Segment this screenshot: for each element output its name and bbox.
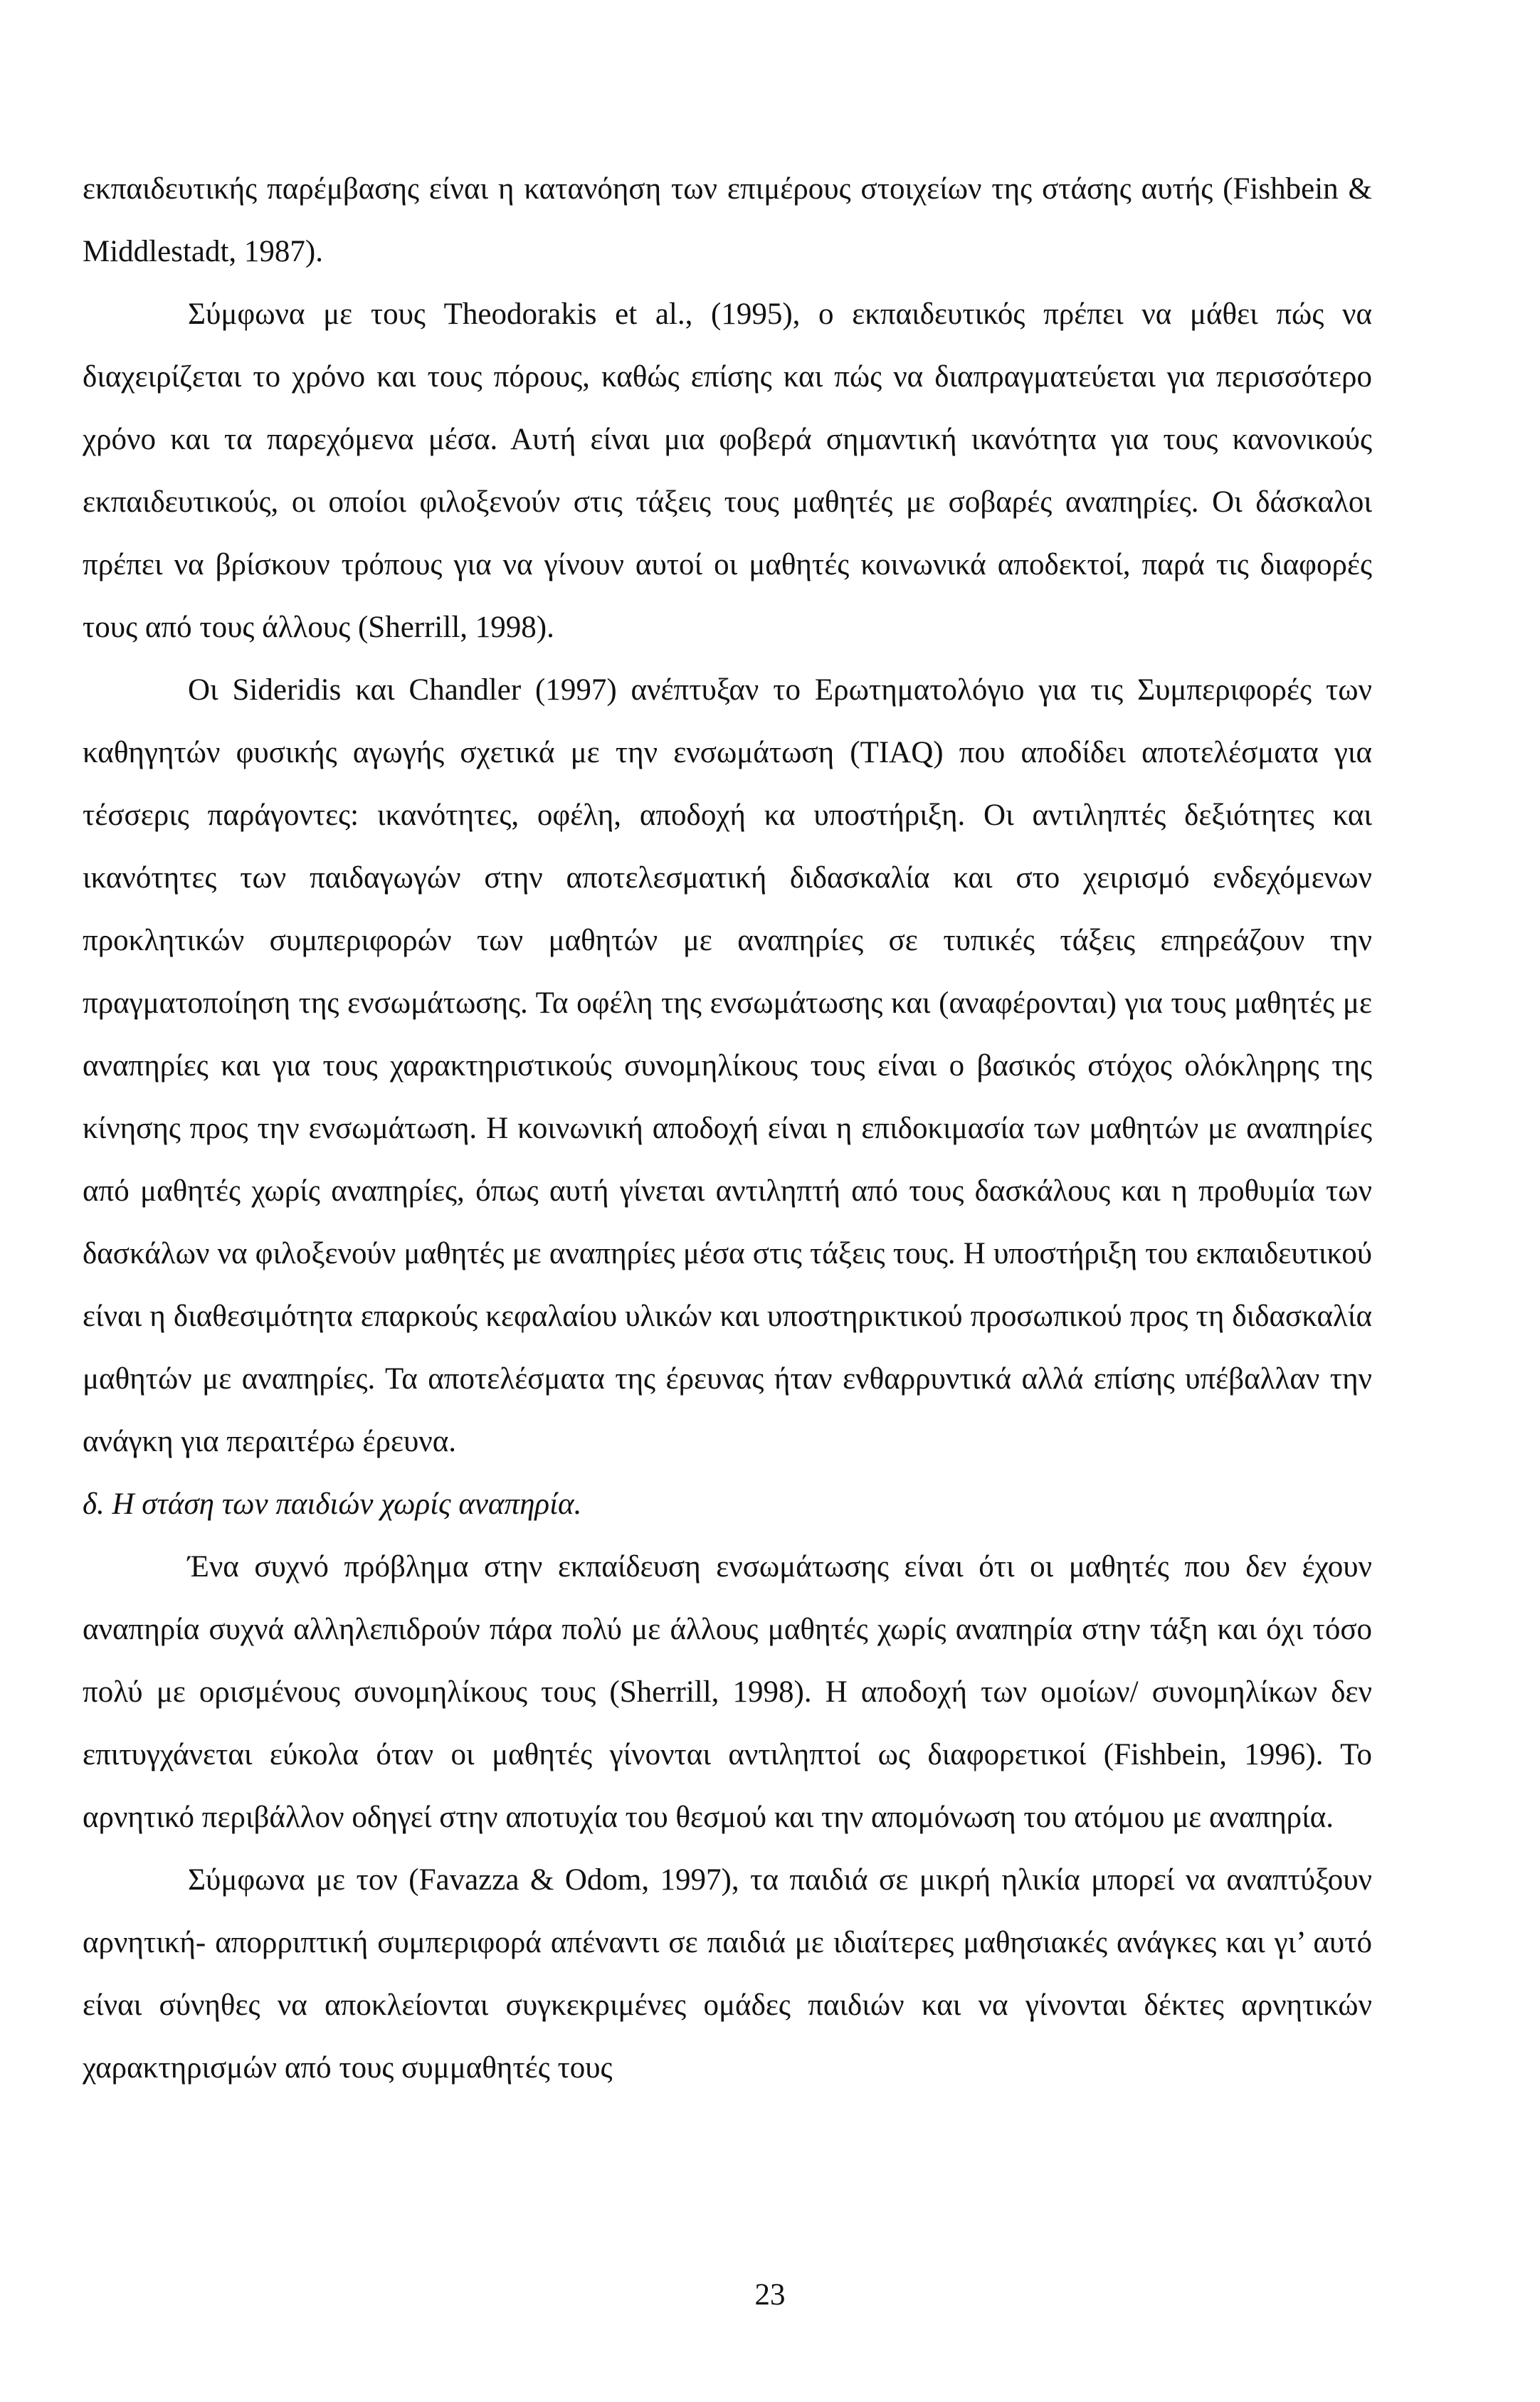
section-heading: δ. Η στάση των παιδιών χωρίς αναπηρία. [83, 1487, 582, 1521]
body-text [83, 158, 1372, 2100]
page-number: 23 [754, 2278, 786, 2312]
paragraph-3: Οι Sideridis και Chandler (1997) ανέπτυξαν το Ερωτηματολόγιο για τις Συμπεριφορές των καθηγητών φυσικής αγωγής σχετικά με την ενσωμάτωση (TIAQ) που αποδίδει αποτελέσματα για τέσσερις παράγοντες: ικανότητες, οφέλη, αποδοχή κα υποστήριξη. Οι αντιληπτές δεξιότητες και ικανότητες των παιδαγωγών στην αποτελεσματική διδασκαλία και στο χειρισμό ενδεχόμενων προκλητικών συμπεριφορών των μαθητών με αναπηρίες σε τυπικές τάξεις επηρεάζουν την πραγματοποίηση της ενσωμάτωσης. Τα οφέλη της ενσωμάτωσης και (αναφέρονται) για τους μαθητές με αναπηρίες και για τους χαρακτηριστικούς συνομηλίκους τους είναι ο βασικός στόχος ολόκληρης της κίνησης προς την ενσωμάτωση. Η κοινωνική αποδοχή είναι η επιδοκιμασία των μαθητών με αναπηρίες από μαθητές χωρίς αναπηρίες, όπως αυτή γίνεται αντιληπτή από τους δασκάλους και η προθυμία των δασκάλων να φιλοξενούν μαθητές με αναπηρίες μέσα στις τάξεις τους. Η υποστήριξη του εκπαιδευτικού είναι η διαθεσιμότητα επαρκούς κεφαλαίου υλικών και υποστηρικτικού προσωπικού προς τη διδασκαλία μαθητών με αναπηρίες. Τα αποτελέσματα της έρευνας ήταν ενθαρρυντικά αλλά επίσης υπέβαλλαν την ανάγκη για περαιτέρω έρευνα. [83, 673, 1372, 1458]
paragraph-2: Σύμφωνα με τους Theodorakis et al., (1995), ο εκπαιδευτικός πρέπει να μάθει πώς να διαχειρίζεται το χρόνο και τους πόρους, καθώς επίσης και πώς να διαπραγματεύεται για περισσότερο χρόνο και τα παρεχόμενα μέσα. Αυτή είναι μια φοβερά σημαντική ικανότητα για τους κανονικούς εκπαιδευτικούς, οι οποίοι φιλοξενούν στις τάξεις τους μαθητές με σοβαρές αναπηρίες. Οι δάσκαλοι πρέπει να βρίσκουν τρόπους για να γίνουν αυτοί οι μαθητές κοινωνικά αποδεκτοί, παρά τις διαφορές τους από τους άλλους (Sherrill, 1998). [83, 297, 1372, 644]
paragraph-4: Ένα συχνό πρόβλημα στην εκπαίδευση ενσωμάτωσης είναι ότι οι μαθητές που δεν έχουν αναπηρία συχνά αλληλεπιδρούν πάρα πολύ με άλλους μαθητές χωρίς αναπηρία στην τάξη και όχι τόσο πολύ με ορισμένους συνομηλίκους τους (Sherrill, 1998). Η αποδοχή των ομοίων/ συνομηλίκων δεν επιτυγχάνεται εύκολα όταν οι μαθητές γίνονται αντιληπτοί ως διαφορετικοί (Fishbein, 1996). Το αρνητικό περιβάλλον οδηγεί στην αποτυχία του θεσμού και την απομόνωση του ατόμου με αναπηρία. [83, 1550, 1372, 1834]
paragraph-5: Σύμφωνα με τον (Favazza & Odom, 1997), τα παιδιά σε μικρή ηλικία μπορεί να αναπτύξουν αρνητική- απορριπτική συμπεριφορά απέναντι σε παιδιά με ιδιαίτερες μαθησιακές ανάγκες και γι’ αυτό είναι σύνηθες να αποκλείονται συγκεκριμένες ομάδες παιδιών και να γίνονται δέκτες αρνητικών χαρακτηρισμών από τους συμμαθητές τους [83, 1863, 1372, 2085]
paragraph-1: εκπαιδευτικής παρέμβασης είναι η κατανόηση των επιμέρους στοιχείων της στάσης αυτής (Fishbein & Middlestadt, 1987). [83, 172, 1372, 268]
